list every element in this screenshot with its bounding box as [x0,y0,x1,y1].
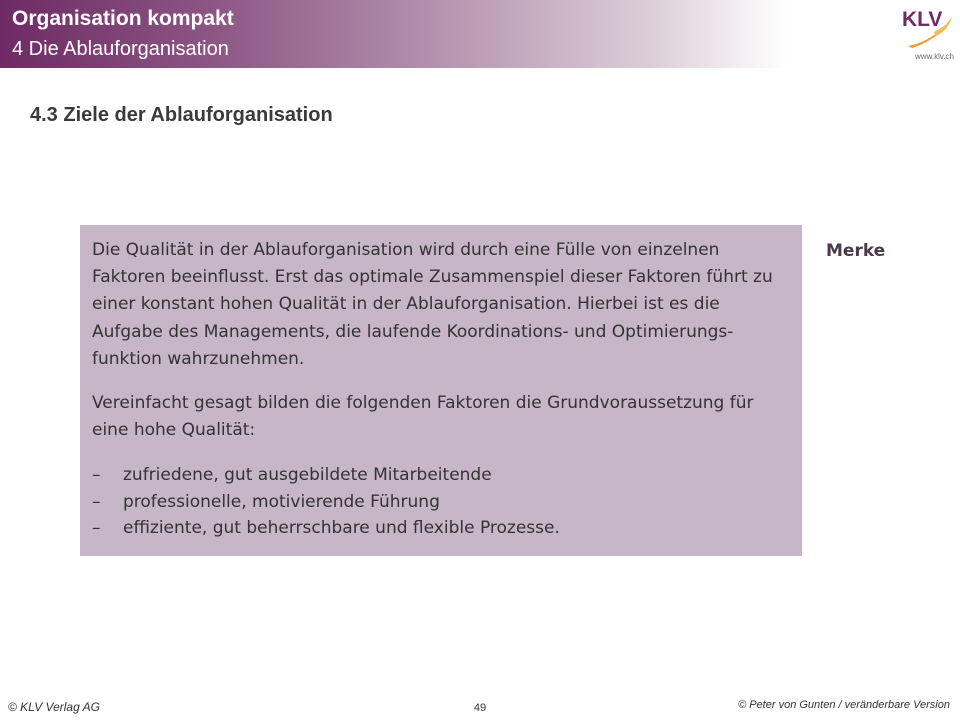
page-number: 49 [473,702,487,714]
header-title: Organisation kompakt [12,7,234,30]
list-item-text: zufriedene, gut ausgebildete Mitarbeitende [123,465,492,486]
footer-author: © Peter von Gunten / veränderbare Version [738,699,950,711]
logo-url: www.klv.ch [915,52,954,61]
section-title: 4.3 Ziele der Ablauforganisation [30,104,333,126]
header-subtitle: 4 Die Ablauforganisation [12,38,229,60]
bullet-dash: – [92,465,101,486]
merke-paragraph-1: Die Qualität in der Ablauforganisation wird durch eine Fülle von einzelnen Faktoren beeinflusst. Erst das optimale Zusammenspiel dieser Faktoren führt zu einer konstant hohen Qualität in der Ablauforganisation. Hierbei ist es die Aufgabe des Managements, die laufende Koordinations- und Optimierungsfunktion wahrzunehmen. [92,240,773,369]
bullet-dash: – [92,491,101,512]
footer-copyright: © KLV Verlag AG [8,700,100,714]
merke-label: Merke [826,241,886,261]
merke-box [80,225,802,556]
logo-text: KLV [902,8,943,31]
list-item-text: professionelle, motivierende Führung [123,491,440,512]
klv-logo-icon [894,2,954,50]
list-item [92,489,792,516]
factor-list [92,462,792,542]
merke-paragraph-2: Vereinfacht gesagt bilden die folgenden Faktoren die Grundvoraussetzung für eine hohe Qualität: [92,393,754,441]
bullet-dash: – [92,518,101,539]
list-item-text: effiziente, gut beherrschbare und flexible Prozesse. [123,518,560,539]
list-item [92,515,792,542]
list-item [92,462,792,489]
